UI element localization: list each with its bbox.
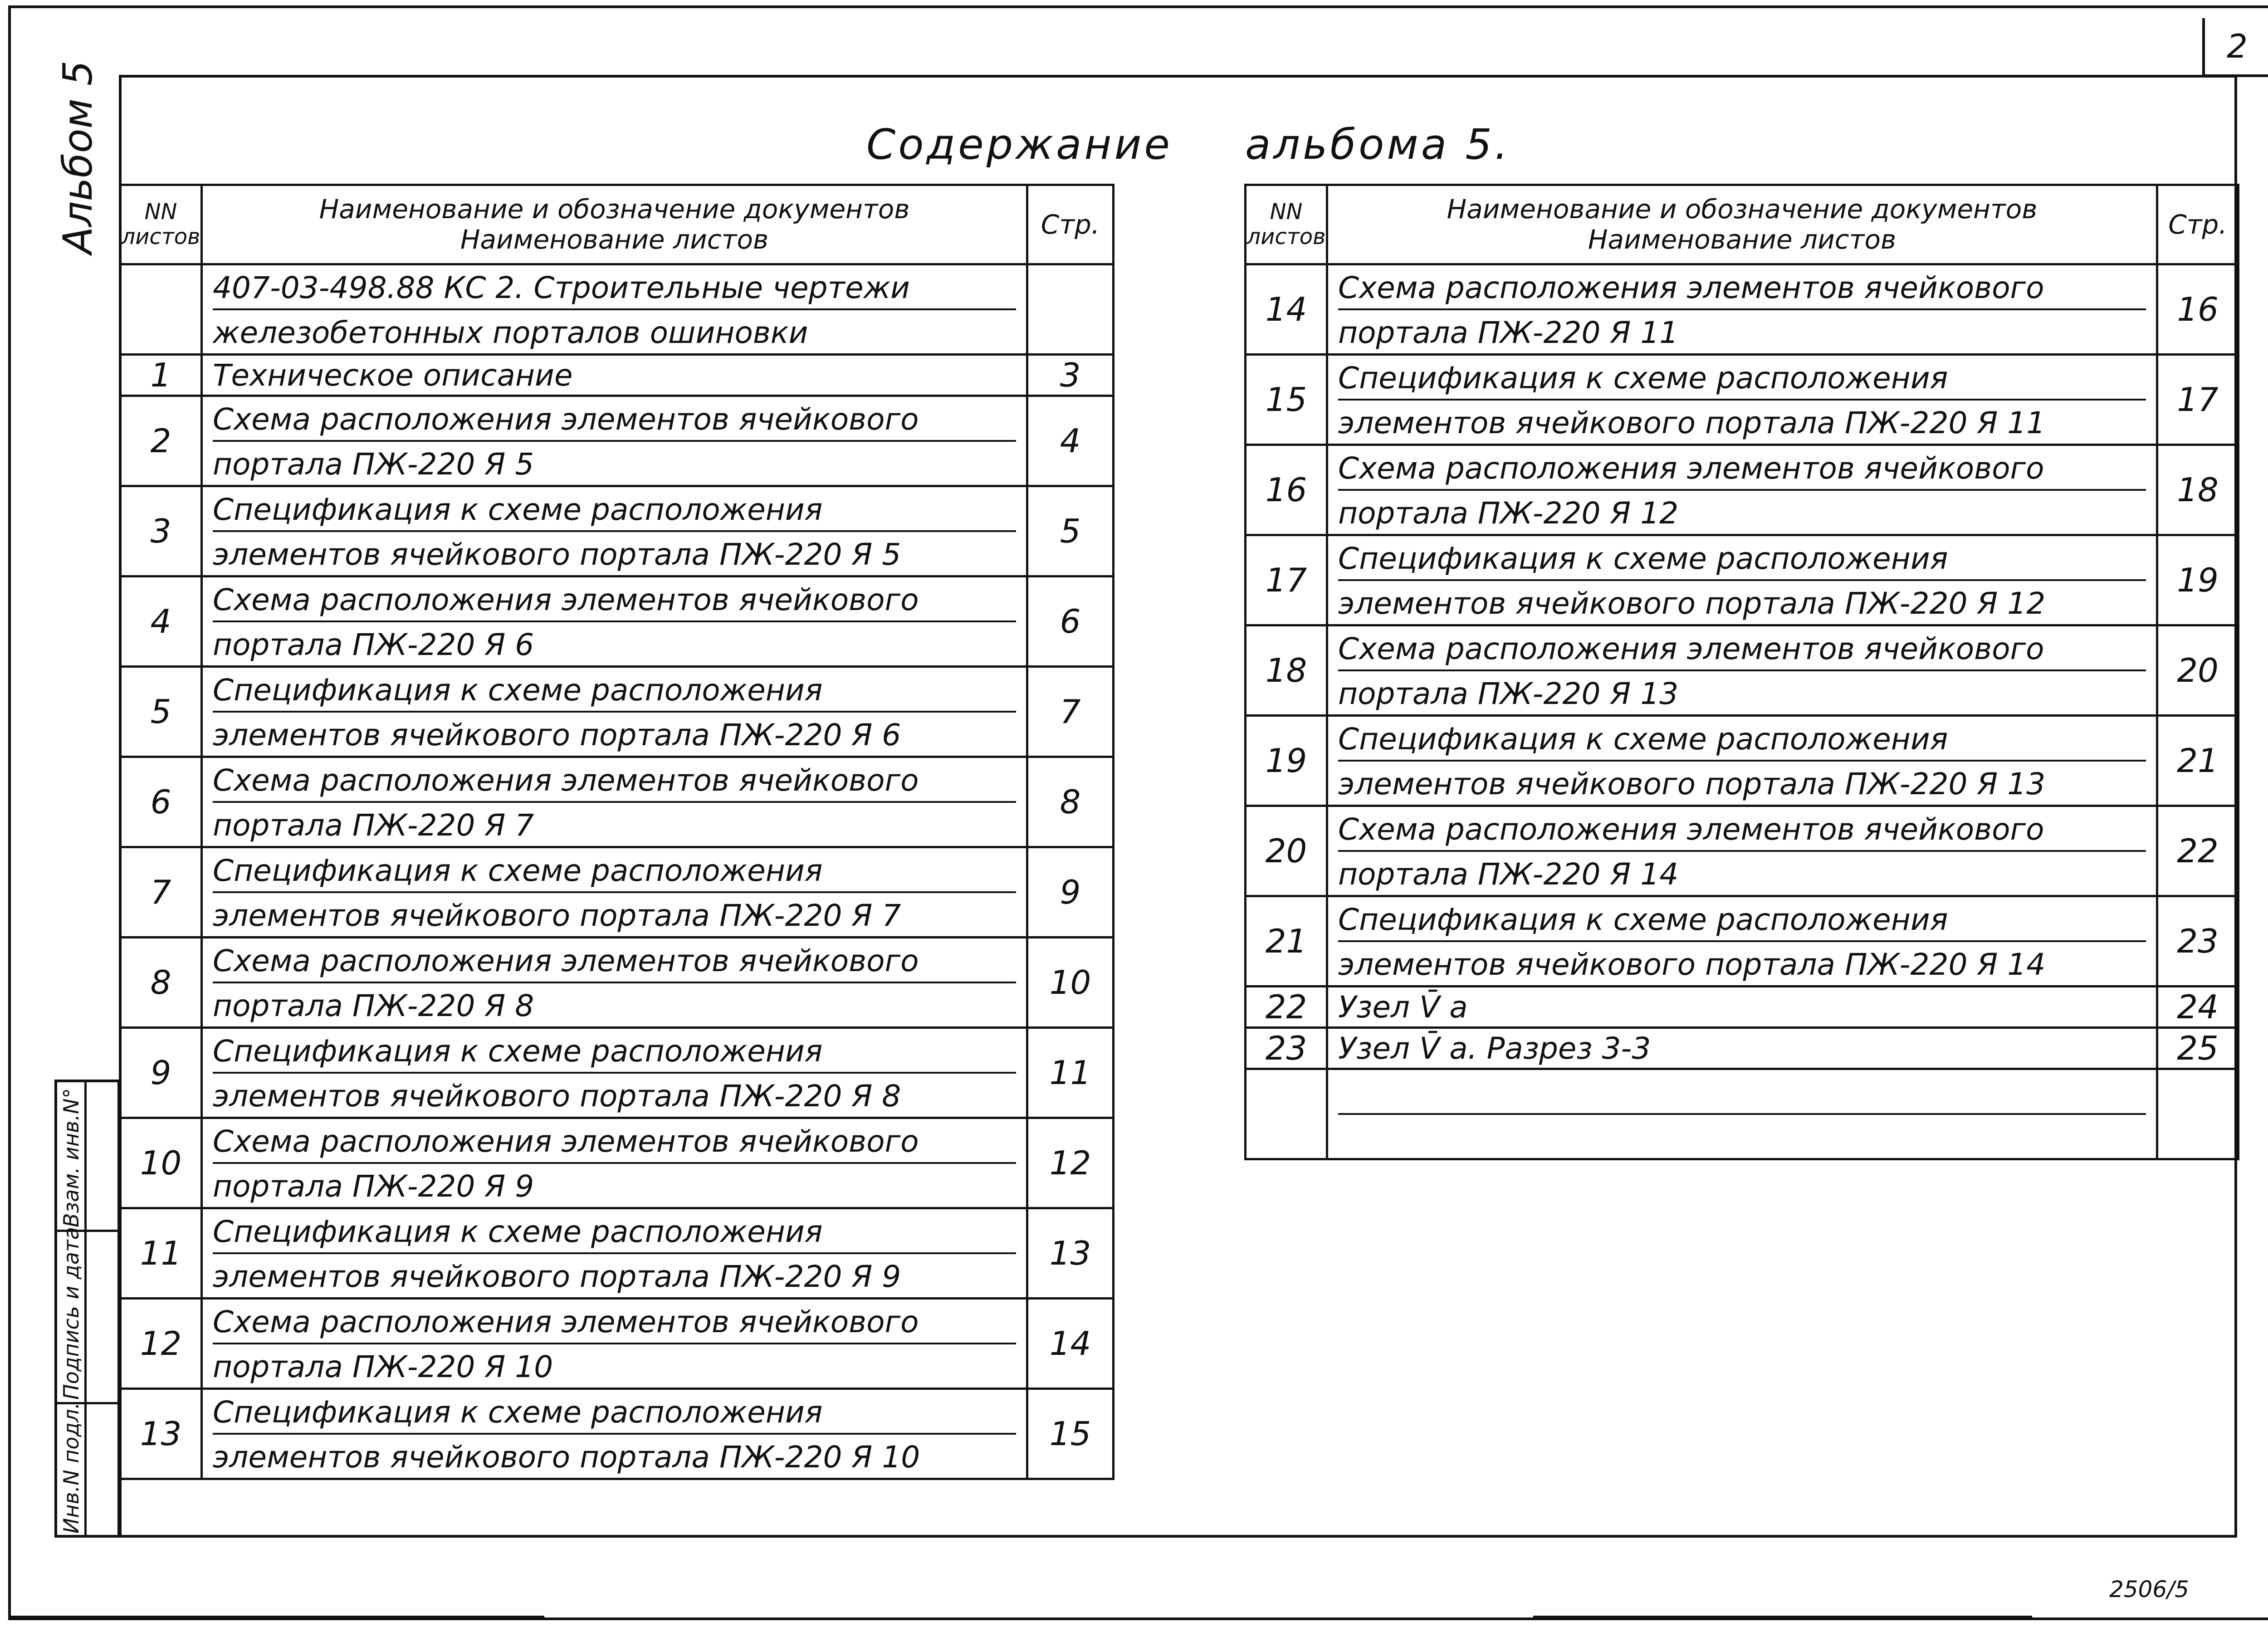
toc-page-number: 8 <box>1027 757 1114 847</box>
toc-sheet-number: 15 <box>1246 355 1327 445</box>
toc-header-row <box>120 185 1114 264</box>
toc-sheet-title <box>202 355 1027 396</box>
header-page: Стр. <box>2157 185 2239 264</box>
toc-row <box>120 938 1114 1028</box>
toc-row <box>120 355 1114 396</box>
toc-sheet-number: 6 <box>120 757 202 847</box>
title-part1: Содержание <box>866 120 1173 169</box>
toc-title-line: Схема расположения элементов ячейкового <box>213 763 919 798</box>
toc-row <box>120 667 1114 757</box>
toc-title-line: Спецификация к схеме расположения <box>213 492 823 527</box>
scan-edge-mark <box>1533 1616 2032 1620</box>
toc-sheet-title <box>1327 625 2157 716</box>
toc-sheet-title <box>202 757 1027 847</box>
toc-title-line <box>1338 1070 2146 1113</box>
stamp-sign-date: Подпись и дата <box>59 1226 83 1400</box>
toc-row <box>1246 355 2239 445</box>
toc-sheet-title <box>202 577 1027 667</box>
toc-sheet-title <box>1327 355 2157 445</box>
header-name-line2: Наименование листов <box>1588 224 1897 255</box>
toc-row <box>120 847 1114 938</box>
toc-page-number: 13 <box>1027 1208 1114 1299</box>
toc-title-line: Схема расположения элементов ячейкового <box>213 582 919 617</box>
toc-title-line: Схема расположения элементов ячейкового <box>1338 812 2044 847</box>
toc-row <box>120 264 1114 355</box>
toc-title-line: Спецификация к схеме расположения <box>213 1395 823 1430</box>
toc-title-line: Схема расположения элементов ячейкового <box>1338 451 2044 486</box>
toc-row <box>120 1028 1114 1118</box>
toc-title-line: элементов ячейкового портала ПЖ-220 Я 8 <box>213 1072 1016 1117</box>
document-code: 2506/5 <box>2109 1576 2189 1603</box>
album-label: Альбом 5 <box>54 60 101 254</box>
toc-sheet-number: 12 <box>120 1299 202 1389</box>
toc-page-number <box>1027 264 1114 355</box>
toc-body-left <box>120 264 1114 1479</box>
toc-table-left <box>119 184 1114 1480</box>
toc-sheet-title <box>1327 896 2157 987</box>
toc-sheet-number: 17 <box>1246 535 1327 625</box>
toc-sheet-title <box>1327 716 2157 806</box>
toc-sheet-title <box>1327 535 2157 625</box>
toc-page-number: 23 <box>2157 896 2239 987</box>
toc-sheet-title <box>202 1118 1027 1208</box>
toc-sheet-title <box>202 847 1027 938</box>
toc-title-line: портала ПЖ-220 Я 12 <box>1338 489 2146 534</box>
toc-page-number: 20 <box>2157 625 2239 716</box>
toc-title-line: Техническое описание <box>213 358 573 393</box>
toc-sheet-number: 23 <box>1246 1028 1327 1069</box>
stamp-inv-copy: Взам. инв.N° <box>59 1088 83 1227</box>
toc-title-line: 407-03-498.88 КС 2. Строительные чертежи <box>213 270 910 305</box>
toc-title-line: элементов ячейкового портала ПЖ-220 Я 14 <box>1338 940 2146 985</box>
toc-title-line: Схема расположения элементов ячейкового <box>1338 631 2044 666</box>
toc-title-line: портала ПЖ-220 Я 6 <box>213 621 1016 665</box>
toc-title-line: элементов ячейкового портала ПЖ-220 Я 10 <box>213 1433 1016 1478</box>
toc-sheet-number: 13 <box>120 1389 202 1479</box>
toc-title-line: портала ПЖ-220 Я 7 <box>213 801 1016 846</box>
toc-page-number: 25 <box>2157 1028 2239 1069</box>
toc-page-number: 16 <box>2157 264 2239 355</box>
toc-title-line: элементов ячейкового портала ПЖ-220 Я 11 <box>1338 399 2146 444</box>
toc-title-line: портала ПЖ-220 Я 9 <box>213 1162 1016 1207</box>
toc-title-line: портала ПЖ-220 Я 5 <box>213 440 1016 485</box>
toc-row <box>120 1118 1114 1208</box>
toc-title-line: Спецификация к схеме расположения <box>213 673 823 708</box>
toc-page-number: 19 <box>2157 535 2239 625</box>
toc-sheet-title <box>202 264 1027 355</box>
header-name-line1: Наименование и обозначение документов <box>319 194 910 225</box>
toc-sheet-number: 14 <box>1246 264 1327 355</box>
toc-row <box>1246 625 2239 716</box>
toc-sheet-title <box>202 1389 1027 1479</box>
toc-row <box>1246 264 2239 355</box>
toc-sheet-number: 18 <box>1246 625 1327 716</box>
header-page: Стр. <box>1027 185 1114 264</box>
toc-row <box>1246 716 2239 806</box>
toc-sheet-number: 9 <box>120 1028 202 1118</box>
scan-edge-mark <box>9 1616 544 1620</box>
toc-row <box>1246 445 2239 535</box>
toc-title-line: Спецификация к схеме расположения <box>1338 902 1948 937</box>
toc-title-line: Схема расположения элементов ячейкового <box>213 943 919 978</box>
toc-sheet-title <box>1327 1069 2157 1159</box>
toc-row <box>1246 896 2239 987</box>
toc-page-number: 6 <box>1027 577 1114 667</box>
toc-page-number <box>2157 1069 2239 1159</box>
toc-page-number: 12 <box>1027 1118 1114 1208</box>
header-name <box>202 185 1027 264</box>
toc-sheet-title <box>202 938 1027 1028</box>
toc-row <box>1246 1028 2239 1069</box>
toc-row <box>120 757 1114 847</box>
toc-page-number: 10 <box>1027 938 1114 1028</box>
toc-title-line: Схема расположения элементов ячейкового <box>213 1305 919 1339</box>
toc-row <box>1246 806 2239 896</box>
toc-sheet-number: 20 <box>1246 806 1327 896</box>
toc-title-line: Спецификация к схеме расположения <box>213 1034 823 1069</box>
toc-title-line: Схема расположения элементов ячейкового <box>213 1124 919 1159</box>
toc-sheet-title <box>202 1028 1027 1118</box>
toc-title-line: элементов ячейкового портала ПЖ-220 Я 7 <box>213 891 1016 936</box>
toc-page-number: 9 <box>1027 847 1114 938</box>
toc-row <box>120 1208 1114 1299</box>
toc-sheet-title <box>1327 806 2157 896</box>
toc-sheet-title <box>202 1299 1027 1389</box>
header-name <box>1327 185 2157 264</box>
toc-table-right <box>1244 184 2239 1160</box>
toc-title-line: Спецификация к схеме расположения <box>1338 722 1948 757</box>
toc-row <box>1246 535 2239 625</box>
toc-sheet-title <box>202 396 1027 486</box>
toc-title-line <box>1338 1113 2146 1158</box>
toc-row <box>120 1389 1114 1479</box>
toc-sheet-number: 5 <box>120 667 202 757</box>
toc-title-line: портала ПЖ-220 Я 10 <box>213 1343 1016 1388</box>
toc-sheet-number: 2 <box>120 396 202 486</box>
toc-sheet-title <box>202 667 1027 757</box>
toc-sheet-number <box>1246 1069 1327 1159</box>
toc-title-line: портала ПЖ-220 Я 14 <box>1338 850 2146 895</box>
toc-sheet-number: 21 <box>1246 896 1327 987</box>
toc-row <box>120 1299 1114 1389</box>
toc-page-number: 22 <box>2157 806 2239 896</box>
toc-sheet-number: 7 <box>120 847 202 938</box>
sheet-number: 2 <box>2202 18 2268 77</box>
toc-sheet-number: 19 <box>1246 716 1327 806</box>
stamp-inv-orig: Инв.N подл. <box>59 1402 83 1534</box>
toc-title-line: Узел V̄ а <box>1338 990 1468 1025</box>
toc-page-number: 14 <box>1027 1299 1114 1389</box>
toc-sheet-number: 16 <box>1246 445 1327 535</box>
stamp-block <box>54 1080 120 1538</box>
toc-page-number: 4 <box>1027 396 1114 486</box>
toc-title-line: Узел V̄ а. Разрез 3-3 <box>1338 1031 1651 1066</box>
toc-sheet-title <box>1327 1028 2157 1069</box>
toc-title-line: элементов ячейкового портала ПЖ-220 Я 13 <box>1338 760 2146 805</box>
toc-title-line: Схема расположения элементов ячейкового <box>213 402 919 437</box>
header-nn: NN листов <box>1246 185 1327 264</box>
toc-title-line: портала ПЖ-220 Я 11 <box>1338 308 2146 353</box>
toc-title-line: портала ПЖ-220 Я 13 <box>1338 669 2146 714</box>
toc-sheet-number: 3 <box>120 486 202 577</box>
header-name-line2: Наименование листов <box>460 224 769 255</box>
toc-sheet-title <box>1327 445 2157 535</box>
toc-page-number: 3 <box>1027 355 1114 396</box>
toc-title-line: элементов ячейкового портала ПЖ-220 Я 5 <box>213 530 1016 575</box>
toc-sheet-number: 1 <box>120 355 202 396</box>
toc-page-number: 7 <box>1027 667 1114 757</box>
stamp-cell-inv-orig <box>57 1404 117 1536</box>
toc-page-number: 5 <box>1027 486 1114 577</box>
toc-row <box>1246 1069 2239 1159</box>
toc-title-line: Спецификация к схеме расположения <box>1338 361 1948 396</box>
toc-title-line: портала ПЖ-220 Я 8 <box>213 982 1016 1026</box>
toc-sheet-number: 8 <box>120 938 202 1028</box>
toc-header-row <box>1246 185 2239 264</box>
toc-page-number: 18 <box>2157 445 2239 535</box>
toc-title-line: элементов ячейкового портала ПЖ-220 Я 12 <box>1338 579 2146 624</box>
toc-sheet-number: 11 <box>120 1208 202 1299</box>
toc-title-line: элементов ячейкового портала ПЖ-220 Я 9 <box>213 1252 1016 1297</box>
toc-sheet-title <box>202 1208 1027 1299</box>
stamp-cell-inv-copy <box>57 1082 117 1232</box>
toc-body-right <box>1246 264 2239 1159</box>
title-part2: альбома 5. <box>1245 120 1511 169</box>
toc-row <box>1246 987 2239 1028</box>
toc-sheet-title <box>1327 264 2157 355</box>
toc-sheet-number: 10 <box>120 1118 202 1208</box>
toc-sheet-number: 4 <box>120 577 202 667</box>
toc-row <box>120 577 1114 667</box>
toc-page-number: 11 <box>1027 1028 1114 1118</box>
toc-title-line: элементов ячейкового портала ПЖ-220 Я 6 <box>213 711 1016 756</box>
toc-title-line: Спецификация к схеме расположения <box>1338 541 1948 576</box>
toc-sheet-number: 22 <box>1246 987 1327 1028</box>
toc-page-number: 17 <box>2157 355 2239 445</box>
toc-sheet-title <box>202 486 1027 577</box>
toc-row <box>120 396 1114 486</box>
page-title <box>866 120 1510 169</box>
toc-page-number: 21 <box>2157 716 2239 806</box>
header-name-line1: Наименование и обозначение документов <box>1447 194 2038 225</box>
toc-page-number: 15 <box>1027 1389 1114 1479</box>
toc-title-line: Спецификация к схеме расположения <box>213 1214 823 1249</box>
stamp-cell-sign-date <box>57 1226 117 1404</box>
toc-title-line: Схема расположения элементов ячейкового <box>1338 270 2044 305</box>
toc-sheet-number <box>120 264 202 355</box>
toc-row <box>120 486 1114 577</box>
toc-sheet-title <box>1327 987 2157 1028</box>
toc-title-line: Спецификация к схеме расположения <box>213 853 823 888</box>
header-nn: NN листов <box>120 185 202 264</box>
toc-title-line: железобетонных порталов ошиновки <box>213 308 1016 353</box>
toc-page-number: 24 <box>2157 987 2239 1028</box>
